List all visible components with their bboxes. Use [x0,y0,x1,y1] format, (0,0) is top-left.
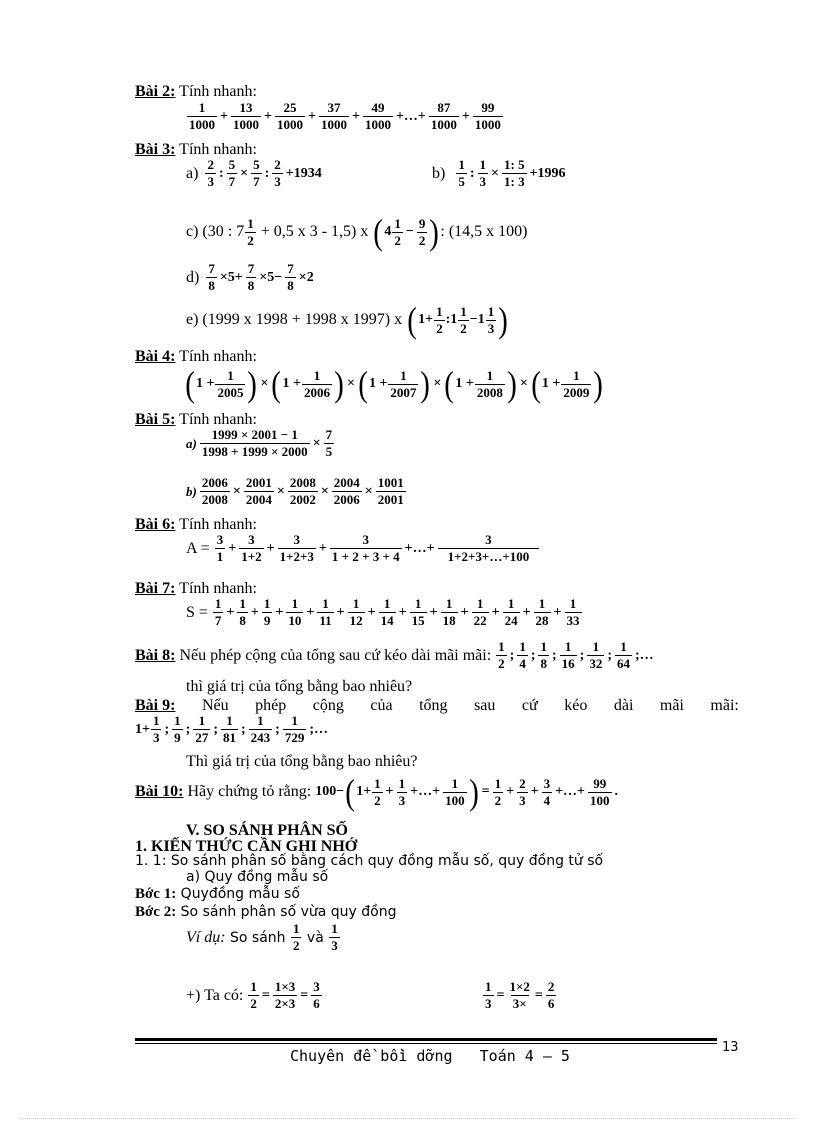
exercise-3d: d) $\frac{7}{8}$ ×5+ $\frac{7}{8}$ ×5− $\frac{7}{8}$ ×2 [186,261,314,293]
exercise-3b: b) 1 5 : $\frac{1}{3}$ × $\frac{1: 5}{1: 3}$ +1996 [432,157,566,189]
page-number: 13 [722,1040,739,1055]
exercise-label: Bài 7: [135,580,176,597]
exercise-3e: e) (1999 x 1998 + 1998 x 1997) x ( 1+ $\frac{1}{2}$ :1 1 2 −1 1 3 ) [186,300,509,340]
exercise-instruction: Tính nhanh: [175,348,257,365]
exercise-label: Bài 8: [135,646,176,664]
fraction: $\frac{87}{1000}$ [430,100,457,132]
exercise-9-line1: Bài 9: Nếu phép cộng của tổng sau cứ kéo dài mãi mãi: [135,697,739,714]
exercise-7-expression: S = $\frac{1}{7}$ + $\frac{1}{8}$ + $\frac{1}{9}$ + $\frac{1}{10}$ + $\frac{1}{11}$ + $\frac{1}{12}$ + $\frac{1}{14}$ + $\frac{1}{15}$ + $\frac{1}{18}$ + $\frac{1}{22}$ + $\frac{1}{24}$ + $\frac{1}{28}$ + $\frac{1}{33}$ [186,596,580,628]
exercise-9-series: 1+ $\frac{1}{3}$ ; 1 9 ; 1 27 ; 1 81 ; 1 243 ; 1 729 ;… [135,713,329,745]
exercise-instruction: Tính nhanh: [175,411,257,428]
exercise-label: Bài 2: [135,83,176,100]
page-edge [20,1118,796,1119]
exercise-instruction: Tính nhanh: [175,580,257,597]
exercise-5a: a) $\frac{1999 \times 2001 - 1}{1998 + 1999 \times 2000}$ × $\frac{7}{5}$ [186,427,333,459]
exercise-4-expression: ( 1 + $\frac{1}{2005}$ ) × ( 1 + $\frac{1}{2006}$ ) × ( 1 + $\frac{1}{2007}$ ) × ( 1 + $\frac{1}{2008}$ ) × ( 1 + $\frac{1}{2009}$ ) [185,364,604,404]
exercise-instruction: Tính nhanh: [175,516,257,533]
exercise-6-title [135,515,257,535]
exercise-label: Bài 6: [135,516,176,533]
example-solution-right: $\frac{1}{3}$ = $\frac{1\times 2}{3\times}$ = $\frac{2}{6}$ [485,979,555,1011]
exercise-instruction: Tính nhanh: [175,83,257,100]
footer-title: Chuyên đề bồi dỡng Toán 4 – 5 [290,1047,570,1065]
exercise-3-title [135,140,257,160]
fraction: $\frac{37}{1000}$ [320,100,347,132]
exercise-3c: c) (30 : 7 1 2 + 0,5 x 3 - 1,5) x ( 4 1 2 − $\frac{9}{2}$ ) : (14,5 x 100) [186,212,528,252]
paragraph-a: a) Quy đồng mẫu số [186,869,329,885]
exercise-8-question: thì giá trị của tổng bằng bao nhiêu? [186,678,413,695]
fraction: $\frac{25}{1000}$ [276,100,303,132]
footer-rule [135,1038,717,1041]
exercise-10: Bài 10: Hãy chứng tỏ rằng: 100− ( 1+ $\frac{1}{2}$ + $\frac{1}{3}$ +…+ $\frac{1}{100}$ ) = $\frac{1}{2}$ + $\frac{2}{3}$ + $\frac{3}{4}$ +…+ $\frac{99}{100}$ . [135,772,619,812]
exercise-label: Bài 4: [135,348,176,365]
step-2: Bớc 2: So sánh phân số vừa quy đồng [135,904,397,920]
exercise-5b: b) $\frac{2006}{2008}$ × $\frac{2001}{2004}$ × $\frac{2008}{2002}$ × $\frac{2004}{2006}$ × $\frac{1001}{2001}$ [186,475,404,507]
step-1: Bớc 1: Quyđồng mẫu số [135,886,300,902]
exercise-3a: a) 2 3 : $\frac{5}{7}$ × $\frac{5}{7}$ : 2 3 +1934 [186,157,322,189]
fraction: $\frac{13}{1000}$ [232,100,259,132]
exercise-2-expression: 1 1000 + $\frac{13}{1000}$ + $\frac{25}{1000}$ + $\frac{37}{1000}$ + $\frac{49}{1000}$ +…+ $\frac{87}{1000}$ + $\frac{99}{1000}$ [189,100,501,132]
exercise-9-question: Thì giá trị của tổng bằng bao nhiêu? [186,753,418,770]
footer-rule-thin [135,1043,717,1044]
example-solution-left: +) Ta có: $\frac{1}{2}$ = $\frac{1\times 3}{2\times 3}$ = $\frac{3}{6}$ [186,979,320,1011]
fraction: $\frac{49}{1000}$ [364,100,391,132]
section-subheading: 1. KIẾN THỨC CẦN GHI NHỚ [135,838,358,855]
exercise-6-expression: A = $\frac{3}{1}$ + $\frac{3}{1+2}$ + $\frac{3}{1+2+3}$ + $\frac{3}{1 + 2 + 3 + 4}$ +…+ $\frac{3}{1+2+3+\dots+100}$ [186,533,540,564]
section-heading: V. SO SÁNH PHÂN SỐ [186,822,348,839]
exercise-label: Bài 3: [135,141,176,158]
fraction: 1 1000 [189,100,215,132]
exercise-instruction: Tính nhanh: [175,141,257,158]
exercise-label: Bài 5: [135,411,176,428]
exercise-label: Bài 10: [135,783,184,800]
paragraph-1-1: 1. 1: So sánh phân số bằng cách quy đồng mẫu số, quy đồng tử số [135,853,604,869]
exercise-8: Bài 8: Nếu phép cộng của tổng sau cứ kéo dài mãi mãi: 1 2 ; 1 4 ; 1 8 ; 1 16 ; 1 32 ; 1 64 ;… [135,639,654,671]
fraction: $\frac{99}{1000}$ [474,100,501,132]
exercise-2-title [135,82,257,102]
exercise-4-title [135,347,257,367]
example: Ví dụ: So sánh 1 2 và 1 3 [186,921,338,953]
